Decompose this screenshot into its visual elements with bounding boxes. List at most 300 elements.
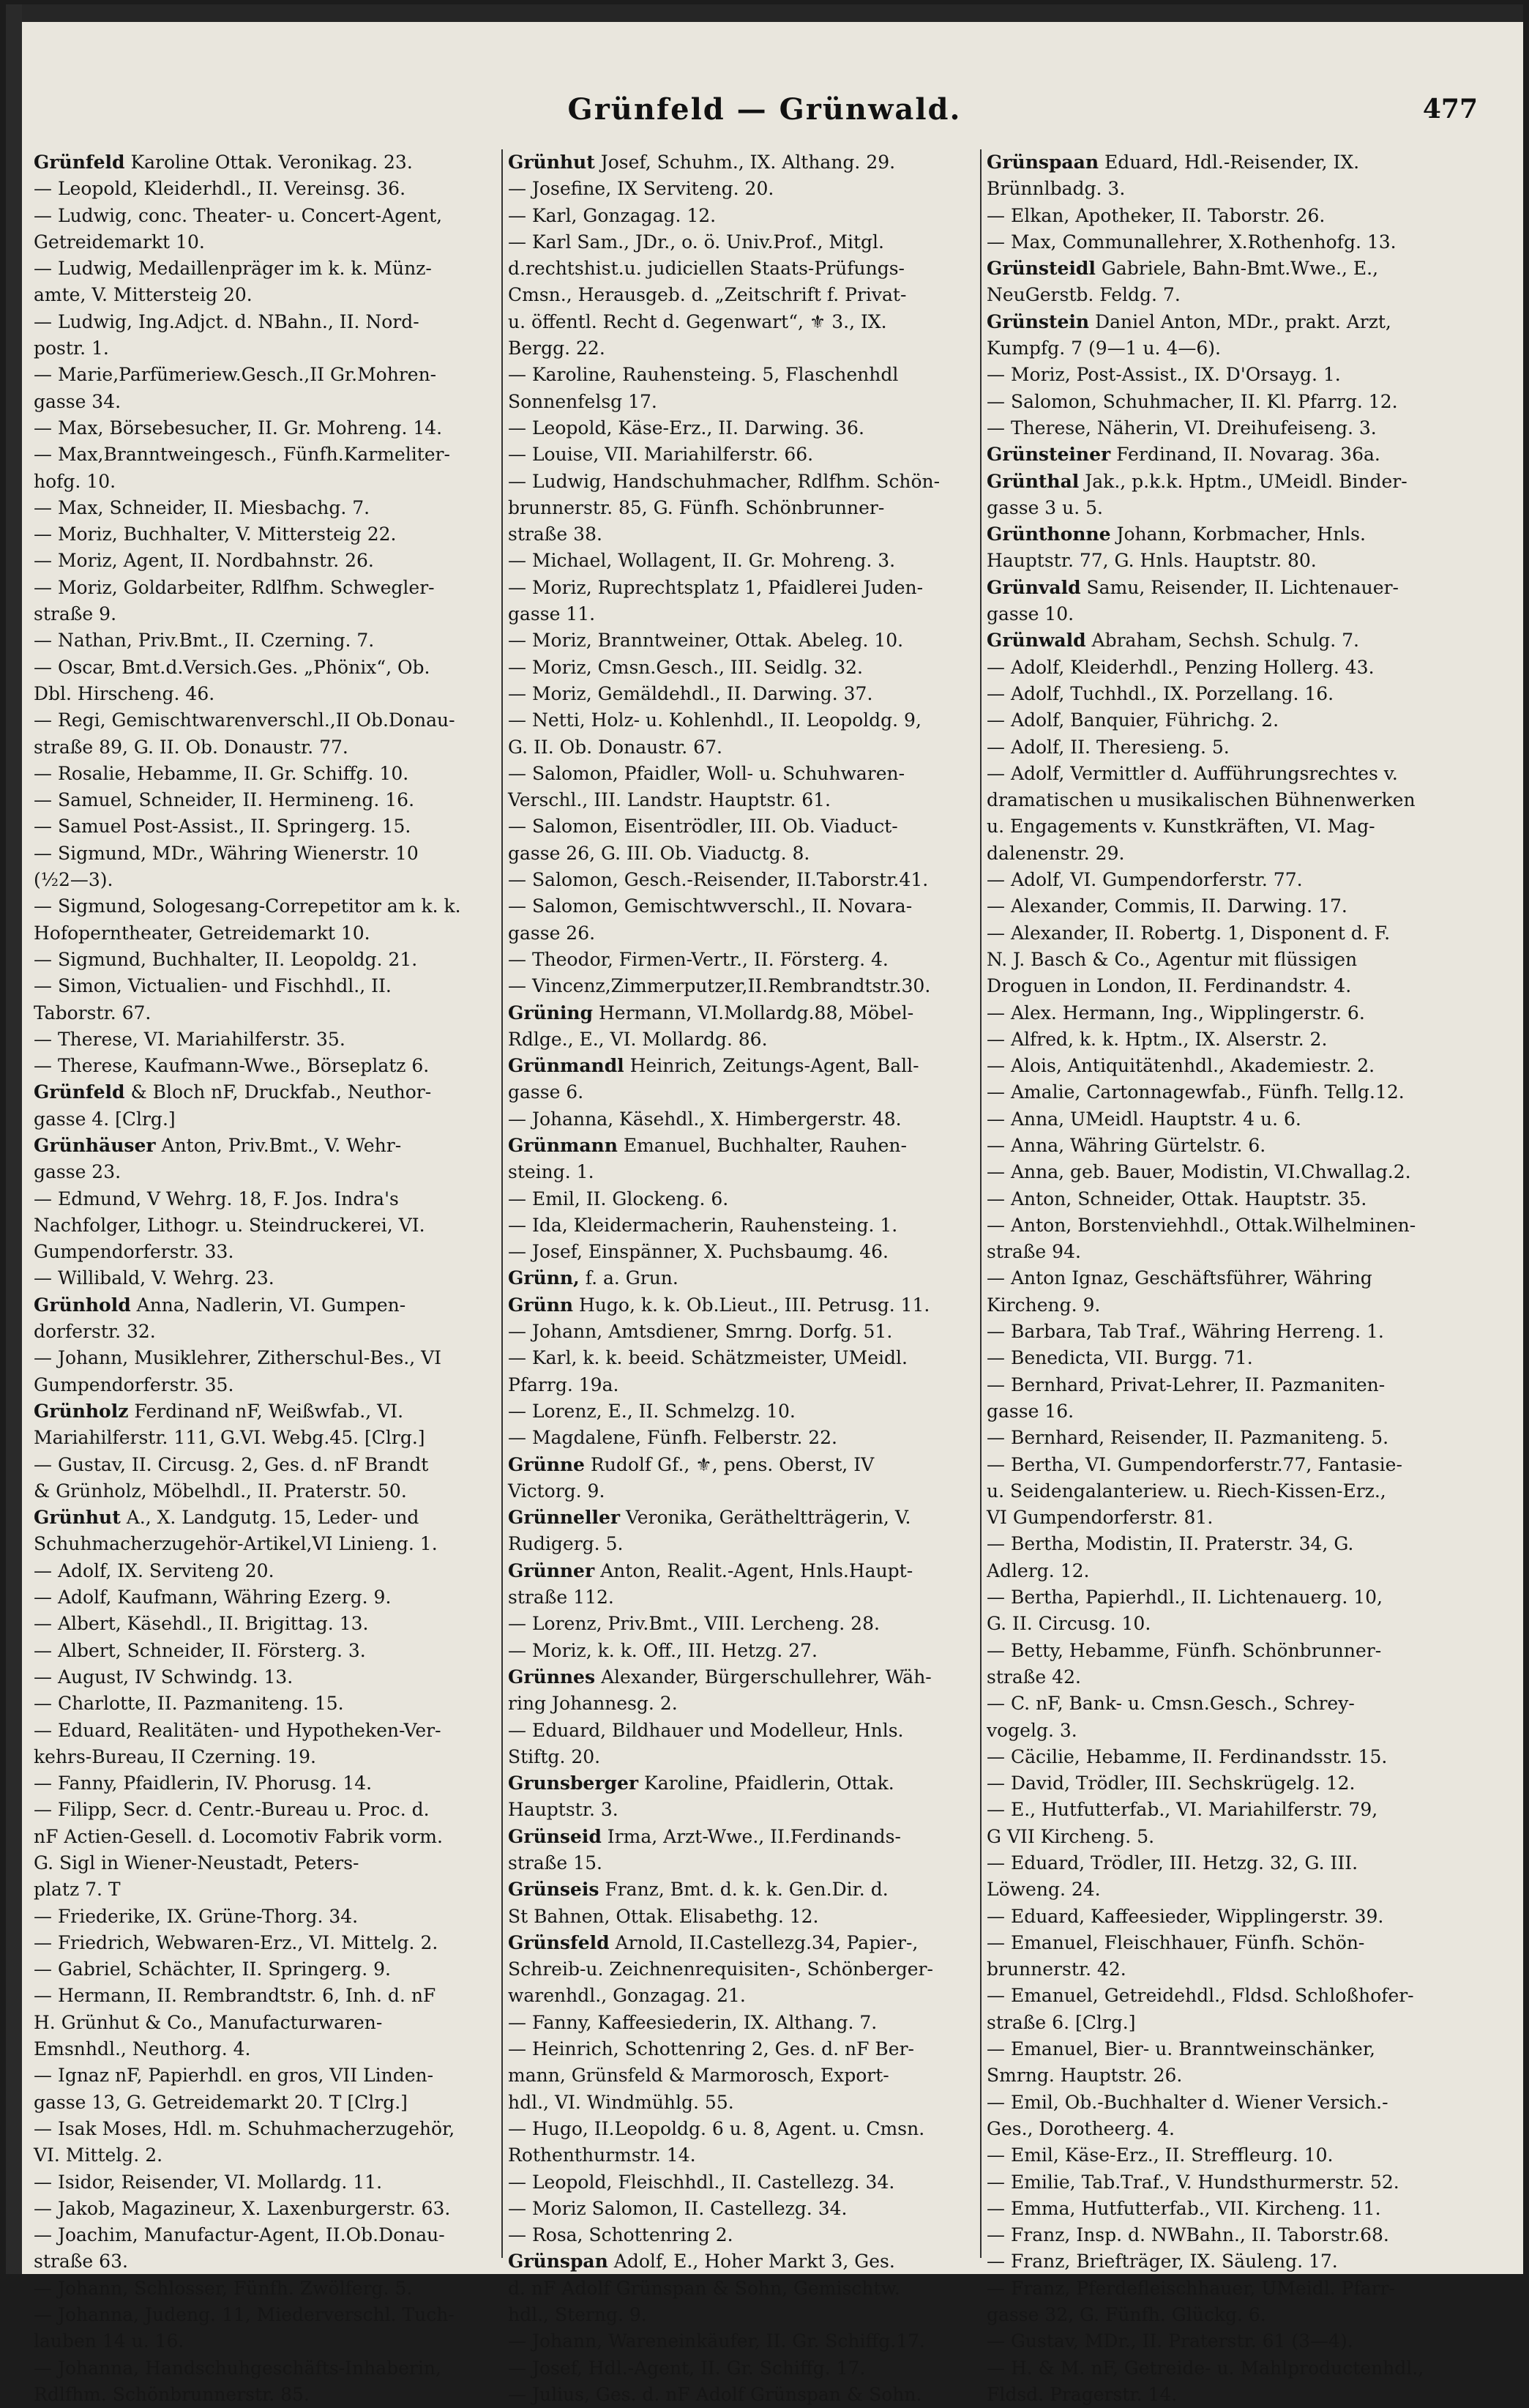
entry-text: G. Sigl in Wiener-Neustadt, Peters-: [34, 1852, 359, 1874]
entry-text: Arnold, II.Castellezg.34, Papier-,: [609, 1931, 919, 1953]
entry-text: Emanuel, Buchhalter, Rauhen-: [617, 1134, 907, 1156]
directory-line: [508, 707, 976, 734]
directory-line: [34, 734, 498, 761]
directory-line: [987, 1718, 1470, 1744]
entry-text: u. Seidengalanteriew. u. Riech-Kissen-Erz.,: [987, 1480, 1386, 1502]
entry-text: — Johann, Musiklehrer, Zitherschul-Bes., VI: [34, 1347, 442, 1369]
entry-text: — Bertha, Papierhdl., II. Lichtenauerg. 10,: [987, 1587, 1383, 1609]
directory-line: [34, 2062, 498, 2089]
entry-text: N. J. Basch & Co., Agentur mit flüssigen: [987, 948, 1358, 970]
entry-text: Anton, Realit.-Agent, Hnls.Haupt-: [594, 1559, 913, 1581]
entry-text: — Amalie, Cartonnagewfab., Fünfh. Tellg.12.: [987, 1081, 1405, 1103]
entry-text: — Franz, Pferdefleischhauer, UMeidl. Pfarr-: [987, 2277, 1396, 2299]
entry-text: Rothenthurmstr. 14.: [508, 2144, 696, 2166]
entry-text: — Samuel Post-Assist., II. Springerg. 15.: [34, 816, 411, 838]
directory-line: [34, 149, 498, 176]
directory-line: [987, 1212, 1470, 1239]
entry-text: Hauptstr. 77, G. Hnls. Hauptstr. 80.: [987, 550, 1317, 572]
entry-text: straße 112.: [508, 1587, 614, 1609]
directory-line: [508, 867, 976, 893]
directory-line: [34, 1425, 498, 1451]
entry-text: — Netti, Holz- u. Kohlenhdl., II. Leopoldg. 9,: [508, 709, 921, 731]
entry-text: — Emil, Käse-Erz., II. Streffleurg. 10.: [987, 2144, 1334, 2166]
directory-line: [987, 681, 1470, 707]
entry-text: brunnerstr. 42.: [987, 1958, 1126, 1980]
directory-line: [34, 813, 498, 840]
directory-line: [34, 973, 498, 999]
entry-text: — Anton, Borstenviehhdl., Ottak.Wilhelminen-: [987, 1214, 1416, 1236]
entry-text: gasse 34.: [34, 390, 122, 412]
entry-text: — Marie,Parfümeriew.Gesch.,II Gr.Mohren-: [34, 364, 437, 386]
entry-text: — Franz, Briefträger, IX. Säuleng. 17.: [987, 2251, 1338, 2273]
entry-text: — Adolf, Tuchhdl., IX. Porzellang. 16.: [987, 682, 1334, 704]
entry-text: Ges., Dorotheerg. 4.: [987, 2117, 1175, 2139]
directory-line: [34, 761, 498, 787]
directory-line: [34, 229, 498, 256]
directory-line: [987, 1770, 1470, 1797]
directory-line: [508, 1770, 976, 1797]
directory-line: [508, 469, 976, 495]
directory-line: [987, 149, 1470, 176]
directory-line: [987, 1452, 1470, 1478]
entry-text: platz 7. T: [34, 1879, 121, 1901]
entry-text: u. öffentl. Recht d. Gegenwart“, ⚜ 3., IX.: [508, 310, 887, 332]
entry-text: H. Grünhut & Co., Manufacturwaren-: [34, 2011, 383, 2033]
directory-line: [34, 2355, 498, 2382]
directory-line: [508, 1876, 976, 1903]
directory-line: [508, 893, 976, 920]
entry-text: — Karoline, Rauhensteing. 5, Flaschenhdl: [508, 364, 899, 386]
entry-text: dorferstr. 32.: [34, 1321, 156, 1343]
directory-line: [34, 1452, 498, 1478]
directory-line: [508, 176, 976, 202]
directory-line: [987, 1186, 1470, 1212]
entry-text: Pfarrg. 19a.: [508, 1373, 619, 1395]
entry-text: — Bertha, Modistin, II. Praterstr. 34, G.: [987, 1533, 1354, 1555]
directory-line: [508, 1186, 976, 1212]
directory-line: [34, 1345, 498, 1371]
entry-text: — Nathan, Priv.Bmt., II. Czerning. 7.: [34, 630, 375, 652]
entry-text: Gumpendorferstr. 33.: [34, 1241, 234, 1263]
directory-line: [34, 389, 498, 415]
directory-line: [987, 1000, 1470, 1026]
entry-text: Mariahilferstr. 111, G.VI. Webg.45. [Clrg.]: [34, 1427, 425, 1449]
directory-line: [987, 1531, 1470, 1557]
entry-text: — Louise, VII. Mariahilferstr. 66.: [508, 444, 814, 466]
directory-line: [34, 495, 498, 521]
directory-line: [987, 1106, 1470, 1133]
entry-text: — Ludwig, Ing.Adjct. d. NBahn., II. Nord-: [34, 310, 419, 332]
entry-text: — Karl, k. k. beeid. Schätzmeister, UMeidl.: [508, 1347, 908, 1369]
entry-text: — Moriz, Post-Assist., IX. D'Orsayg. 1.: [987, 364, 1341, 386]
surname-heading: Grünfeld: [34, 1081, 125, 1103]
directory-line: [987, 1345, 1470, 1371]
entry-text: Kumpfg. 7 (9—1 u. 4—6).: [987, 338, 1221, 359]
entry-text: — Karl, Gonzagag. 12.: [508, 204, 717, 226]
directory-line: [987, 176, 1470, 202]
entry-text: mann, Grünsfeld & Marmorosch, Export-: [508, 2065, 889, 2087]
directory-line: [34, 575, 498, 601]
directory-line: [987, 1956, 1470, 1983]
entry-text: — Johann, Wareneinkäufer, II. Gr. Schiffg.17.: [508, 2330, 925, 2352]
entry-text: — Adolf, IX. Serviteng 20.: [34, 1559, 274, 1581]
directory-line: [508, 813, 976, 840]
entry-text: Daniel Anton, MDr., prakt. Arzt,: [1089, 310, 1391, 332]
directory-line: [34, 2116, 498, 2142]
column-1: [34, 149, 498, 2405]
entry-text: — Theodor, Firmen-Vertr., II. Försterg. 4.: [508, 948, 889, 970]
directory-line: [508, 1531, 976, 1557]
entry-text: — Alex. Hermann, Ing., Wipplingerstr. 6.: [987, 1002, 1365, 1024]
entry-text: — Michael, Wollagent, II. Gr. Mohreng. 3.: [508, 550, 896, 572]
entry-text: — Isak Moses, Hdl. m. Schuhmacherzugehör,: [34, 2117, 455, 2139]
surname-heading: Grünne: [508, 1453, 585, 1475]
entry-text: — Salomon, Pfaidler, Woll- u. Schuhwaren-: [508, 762, 905, 784]
directory-line: [987, 1983, 1470, 2009]
entry-text: straße 94.: [987, 1241, 1081, 1263]
entry-text: — Gabriel, Schächter, II. Springerg. 9.: [34, 1958, 391, 1980]
entry-text: — H. & M. nF, Getreide- u. Mahlproductenhdl.,: [987, 2357, 1424, 2379]
entry-text: — Salomon, Eisentrödler, III. Ob. Viaduct-: [508, 816, 898, 838]
entry-text: — Simon, Victualien- und Fischhdl., II.: [34, 975, 392, 997]
entry-text: — Julius, Ges. d. nF Adolf Grünspan & Sohn.: [508, 2383, 922, 2405]
entry-text: — Emanuel, Fleischhauer, Fünfh. Schön-: [987, 1931, 1365, 1953]
directory-line: [508, 734, 976, 761]
entry-text: d. nF Adolf Grünspan & Sohn, Gemischtw.: [508, 2277, 900, 2299]
entry-text: Ferdinand, II. Novarag. 36a.: [1110, 444, 1380, 466]
entry-text: Emsnhdl., Neuthorg. 4.: [34, 2038, 251, 2060]
surname-heading: Grünspan: [508, 2251, 608, 2273]
directory-line: [34, 787, 498, 813]
directory-line: [508, 149, 976, 176]
directory-line: [508, 1239, 976, 1265]
entry-text: Eduard, Hdl.-Reisender, IX.: [1099, 152, 1360, 173]
directory-line: [987, 1505, 1470, 1531]
directory-line: [508, 1638, 976, 1664]
entry-text: — Johanna, Handschuhgeschäfts-Inhaberin,: [34, 2357, 441, 2379]
entry-text: straße 42.: [987, 1666, 1081, 1688]
entry-text: — Friederike, IX. Grüne-Thorg. 34.: [34, 1905, 359, 1927]
entry-text: — Lorenz, E., II. Schmelzg. 10.: [508, 1400, 796, 1422]
directory-line: [987, 1744, 1470, 1770]
directory-line: [987, 1478, 1470, 1505]
directory-line: [34, 335, 498, 362]
entry-text: Franz, Bmt. d. k. k. Gen.Dir. d.: [599, 1879, 889, 1901]
directory-line: [34, 655, 498, 681]
entry-text: — Therese, Näherin, VI. Dreihufeiseng. 3.: [987, 417, 1377, 439]
entry-text: Alexander, Bürgerschullehrer, Wäh-: [595, 1666, 932, 1688]
entry-text: — Ida, Kleidermacherin, Rauhensteing. 1.: [508, 1214, 898, 1236]
entry-text: Adlerg. 12.: [987, 1559, 1090, 1581]
entry-text: — Isidor, Reisender, VI. Mollardg. 11.: [34, 2171, 383, 2193]
directory-line: [34, 176, 498, 202]
entry-text: — Salomon, Gesch.-Reisender, II.Taborstr.41.: [508, 869, 929, 891]
entry-text: — Josefine, IX Serviteng. 20.: [508, 178, 774, 200]
entry-text: VI Gumpendorferstr. 81.: [987, 1507, 1214, 1529]
entry-text: — August, IV Schwindg. 13.: [34, 1666, 294, 1688]
entry-text: — Ludwig, Handschuhmacher, Rdlfhm. Schön-: [508, 470, 941, 492]
surname-heading: Grünhut: [508, 152, 595, 173]
directory-line: [34, 1000, 498, 1026]
entry-text: dramatischen u musikalischen Bühnenwerken: [987, 789, 1416, 811]
page-title: Grünfeld — Grünwald.: [567, 92, 962, 127]
entry-text: — Emanuel, Getreidehdl., Fldsd. Schloßhofer-: [987, 1985, 1414, 2007]
entry-text: — Hermann, II. Rembrandtstr. 6, Inh. d. nF: [34, 1985, 436, 2007]
directory-line: [34, 469, 498, 495]
directory-line: [508, 2355, 976, 2382]
entry-text: straße 63.: [34, 2251, 128, 2273]
entry-text: — Anna, Währing Gürtelstr. 6.: [987, 1134, 1266, 1156]
entry-text: vogelg. 3.: [987, 1719, 1077, 1741]
entry-text: — C. nF, Bank- u. Cmsn.Gesch., Schrey-: [987, 1693, 1355, 1715]
entry-text: — Leopold, Käse-Erz., II. Darwing. 36.: [508, 417, 864, 439]
directory-line: [34, 1850, 498, 1876]
entry-text: — Albert, Schneider, II. Försterg. 3.: [34, 1639, 366, 1661]
directory-line: [987, 1904, 1470, 1930]
surname-heading: Grünhold: [34, 1294, 131, 1316]
directory-line: [508, 521, 976, 548]
entry-text: — Heinrich, Schottenring 2, Ges. d. nF Ber-: [508, 2038, 914, 2060]
entry-text: — Eduard, Realitäten- und Hypotheken-Ver-: [34, 1719, 441, 1741]
entry-text: — Fanny, Kaffeesiederin, IX. Althang. 7.: [508, 2011, 878, 2033]
surname-heading: Grünmann: [508, 1134, 618, 1156]
directory-line: [508, 2062, 976, 2089]
entry-text: brunnerstr. 85, G. Fünfh. Schönbrunner-: [508, 496, 885, 518]
entry-text: Josef, Schuhm., IX. Althang. 29.: [594, 152, 896, 173]
directory-line: [34, 893, 498, 920]
entry-text: — Moriz, Agent, II. Nordbahnstr. 26.: [34, 550, 374, 572]
entry-text: Fldsd. Pragerstr. 14.: [987, 2383, 1178, 2405]
entry-text: — Max,Branntweingesch., Fünfh.Karmeliter-: [34, 444, 450, 466]
directory-line: [34, 1930, 498, 1956]
directory-line: [508, 2275, 976, 2302]
entry-text: — Ludwig, Medaillenpräger im k. k. Münz-: [34, 258, 432, 280]
entry-text: — Bertha, VI. Gumpendorferstr.77, Fantasie-: [987, 1453, 1402, 1475]
directory-line: [508, 1106, 976, 1133]
entry-text: — Betty, Hebamme, Fünfh. Schönbrunner-: [987, 1639, 1382, 1661]
directory-line: [34, 1797, 498, 1823]
directory-line: [987, 734, 1470, 761]
directory-line: [508, 1079, 976, 1106]
directory-line: [987, 2116, 1470, 2142]
directory-line: [987, 1691, 1470, 1717]
entry-text: — Max, Börsebesucher, II. Gr. Mohreng. 14.: [34, 417, 443, 439]
directory-line: [987, 2169, 1470, 2196]
entry-text: kehrs-Bureau, II Czerning. 19.: [34, 1745, 316, 1767]
directory-line: [508, 1956, 976, 1983]
entry-text: Bergg. 22.: [508, 338, 605, 359]
surname-heading: Grünstein: [987, 310, 1090, 332]
directory-line: [508, 787, 976, 813]
directory-line: [987, 813, 1470, 840]
directory-line: [987, 787, 1470, 813]
directory-line: [508, 575, 976, 601]
directory-line: [508, 441, 976, 468]
directory-line: [987, 1265, 1470, 1291]
directory-line: [508, 1850, 976, 1876]
entry-text: Sonnenfelsg 17.: [508, 390, 657, 412]
entry-text: — Moriz, Ruprechtsplatz 1, Pfaidlerei Juden-: [508, 576, 924, 598]
entry-text: Samu, Reisender, II. Lichtenauer-: [1080, 576, 1399, 598]
directory-line: [987, 2355, 1470, 2382]
surname-heading: Grünspaan: [987, 152, 1099, 173]
page-number: 477: [1422, 94, 1478, 124]
entry-text: — Salomon, Gemischtwverschl., II. Novara-: [508, 895, 913, 917]
entry-text: — Leopold, Fleischhdl., II. Castellezg. 34.: [508, 2171, 895, 2193]
directory-line: [34, 1478, 498, 1505]
entry-text: d.rechtshist.u. judiciellen Staats-Prüfungs-: [508, 258, 905, 280]
directory-line: [987, 1664, 1470, 1691]
directory-line: [34, 1744, 498, 1770]
directory-line: [34, 2169, 498, 2196]
directory-line: [987, 2010, 1470, 2036]
entry-text: G. II. Ob. Donaustr. 67.: [508, 736, 722, 758]
surname-heading: Grünner: [508, 1559, 595, 1581]
entry-text: Veronika, Gerätheltträgerin, V.: [620, 1507, 911, 1529]
surname-heading: Grünseid: [508, 1825, 602, 1847]
entry-text: gasse 16.: [987, 1400, 1074, 1422]
directory-line: [987, 229, 1470, 256]
directory-line: [34, 309, 498, 335]
directory-line: [987, 469, 1470, 495]
entry-text: Schuhmacherzugehör-Artikel,VI Linieng. 1.: [34, 1533, 438, 1555]
directory-line: [34, 1079, 498, 1106]
entry-text: Hermann, VI.Mollardg.88, Möbel-: [593, 1002, 914, 1024]
entry-text: — Anna, geb. Bauer, Modistin, VI.Chwallag.2.: [987, 1161, 1411, 1183]
directory-line: [987, 1133, 1470, 1159]
directory-line: [987, 627, 1470, 654]
directory-line: [508, 1744, 976, 1770]
directory-line: [987, 2142, 1470, 2169]
entry-text: — Benedicta, VII. Burgg. 71.: [987, 1347, 1253, 1369]
directory-line: [987, 840, 1470, 867]
directory-line: [508, 840, 976, 867]
entry-text: — Friedrich, Webwaren-Erz., VI. Mittelg. 2.: [34, 1931, 438, 1953]
directory-line: [987, 1584, 1470, 1611]
directory-line: [34, 1265, 498, 1291]
entry-text: & Bloch nF, Druckfab., Neuthor-: [124, 1081, 432, 1103]
surname-heading: Grünthonne: [987, 523, 1111, 545]
directory-line: [508, 1983, 976, 2009]
entry-text: — Ignaz nF, Papierhdl. en gros, VII Linden-: [34, 2065, 434, 2087]
entry-text: steing. 1.: [508, 1161, 594, 1183]
directory-line: [508, 2090, 976, 2116]
directory-line: [34, 2222, 498, 2248]
entry-text: Karoline, Pfaidlerin, Ottak.: [638, 1773, 894, 1794]
directory-line: [508, 415, 976, 441]
directory-line: [34, 1983, 498, 2009]
entry-text: — Fanny, Pfaidlerin, IV. Phorusg. 14.: [34, 1773, 373, 1794]
directory-line: [987, 521, 1470, 548]
entry-text: gasse 32, G. Fünfh. Glückg. 6.: [987, 2304, 1266, 2326]
entry-text: u. Engagements v. Kunstkräften, VI. Mag-: [987, 816, 1375, 838]
directory-line: [34, 1053, 498, 1079]
entry-text: Gabriele, Bahn-Bmt.Wwe., E.,: [1095, 258, 1379, 280]
directory-line: [508, 229, 976, 256]
directory-line: [34, 1691, 498, 1717]
entry-text: hdl., VI. Windmühlg. 55.: [508, 2091, 734, 2113]
entry-text: — Eduard, Trödler, III. Hetzg. 32, G. III.: [987, 1852, 1358, 1874]
entry-text: gasse 4. [Clrg.]: [34, 1108, 176, 1130]
directory-line: [987, 2036, 1470, 2062]
directory-line: [508, 655, 976, 681]
directory-line: [34, 1292, 498, 1319]
entry-text: — Adolf, Vermittler d. Aufführungsrechtes v.: [987, 762, 1398, 784]
directory-line: [34, 601, 498, 627]
column-rule: [501, 149, 503, 2258]
entry-text: — Samuel, Schneider, II. Hermineng. 16.: [34, 789, 415, 811]
directory-line: [34, 441, 498, 468]
entry-text: — Lorenz, Priv.Bmt., VIII. Lercheng. 28.: [508, 1613, 880, 1635]
entry-text: — Moriz Salomon, II. Castellezg. 34.: [508, 2197, 848, 2219]
entry-text: — Alexander, Commis, II. Darwing. 17.: [987, 895, 1347, 917]
directory-line: [508, 2328, 976, 2355]
directory-line: [34, 1904, 498, 1930]
directory-line: [34, 2382, 498, 2408]
entry-text: Jak., p.k.k. Hptm., UMeidl. Binder-: [1079, 470, 1407, 492]
entry-text: — Moriz, Goldarbeiter, Rdlfhm. Schwegler-: [34, 576, 435, 598]
entry-text: — Sigmund, Sologesang-Correpetitor am k. k.: [34, 895, 461, 917]
entry-text: Dbl. Hirscheng. 46.: [34, 682, 215, 704]
entry-text: — Johann, Schlosser, Fünfh. Zwölferg. 5.: [34, 2277, 413, 2299]
directory-line: [508, 1904, 976, 1930]
entry-text: A., X. Landgutg. 15, Leder- und: [120, 1507, 419, 1529]
entry-text: — Adolf, Banquier, Führichg. 2.: [987, 709, 1279, 731]
entry-text: — Albert, Käsehdl., II. Brigittag. 13.: [34, 1613, 369, 1635]
entry-text: Adolf, E., Hoher Markt 3, Ges.: [608, 2251, 895, 2273]
directory-line: [508, 256, 976, 282]
directory-line: [508, 1505, 976, 1531]
directory-line: [987, 389, 1470, 415]
entry-text: — Franz, Insp. d. NWBahn., II. Taborstr.68.: [987, 2224, 1389, 2246]
entry-text: — Vincenz,Zimmerputzer,II.Rembrandtstr.30.: [508, 975, 931, 997]
directory-line: [987, 203, 1470, 229]
directory-line: [508, 1212, 976, 1239]
directory-line: [987, 2196, 1470, 2222]
directory-line: [34, 920, 498, 947]
directory-line: [34, 1531, 498, 1557]
directory-line: [34, 362, 498, 388]
directory-line: [508, 761, 976, 787]
entry-text: Schreib-u. Zeichnenrequisiten-, Schönberger-: [508, 1958, 933, 1980]
directory-line: [34, 840, 498, 867]
directory-line: [987, 2090, 1470, 2116]
directory-line: [987, 1239, 1470, 1265]
entry-text: — Emanuel, Bier- u. Branntweinschänker,: [987, 2038, 1375, 2060]
directory-line: [508, 1611, 976, 1637]
directory-line: [987, 2275, 1470, 2302]
directory-line: [987, 1398, 1470, 1425]
entry-text: Hofoperntheater, Getreidemarkt 10.: [34, 922, 370, 944]
directory-line: [34, 256, 498, 282]
surname-heading: Grünthal: [987, 470, 1080, 492]
entry-text: Nachfolger, Lithogr. u. Steindruckerei, VI.: [34, 1214, 425, 1236]
directory-line: [508, 1452, 976, 1478]
directory-line: [508, 1000, 976, 1026]
scan-left-border: [6, 4, 22, 2274]
entry-text: VI. Mittelg. 2.: [34, 2144, 163, 2166]
entry-text: — Charlotte, II. Pazmaniteng. 15.: [34, 1693, 344, 1715]
entry-text: — Sigmund, MDr., Währing Wienerstr. 10: [34, 842, 419, 864]
directory-line: [508, 601, 976, 627]
entry-text: — Max, Communallehrer, X.Rothenhofg. 13.: [987, 231, 1397, 253]
directory-line: [508, 681, 976, 707]
entry-text: — Barbara, Tab Traf., Währing Herreng. 1.: [987, 1321, 1384, 1343]
entry-text: Smrng. Hauptstr. 26.: [987, 2065, 1183, 2087]
directory-line: [34, 1611, 498, 1637]
directory-line: [34, 2248, 498, 2275]
entry-text: Stiftg. 20.: [508, 1745, 601, 1767]
